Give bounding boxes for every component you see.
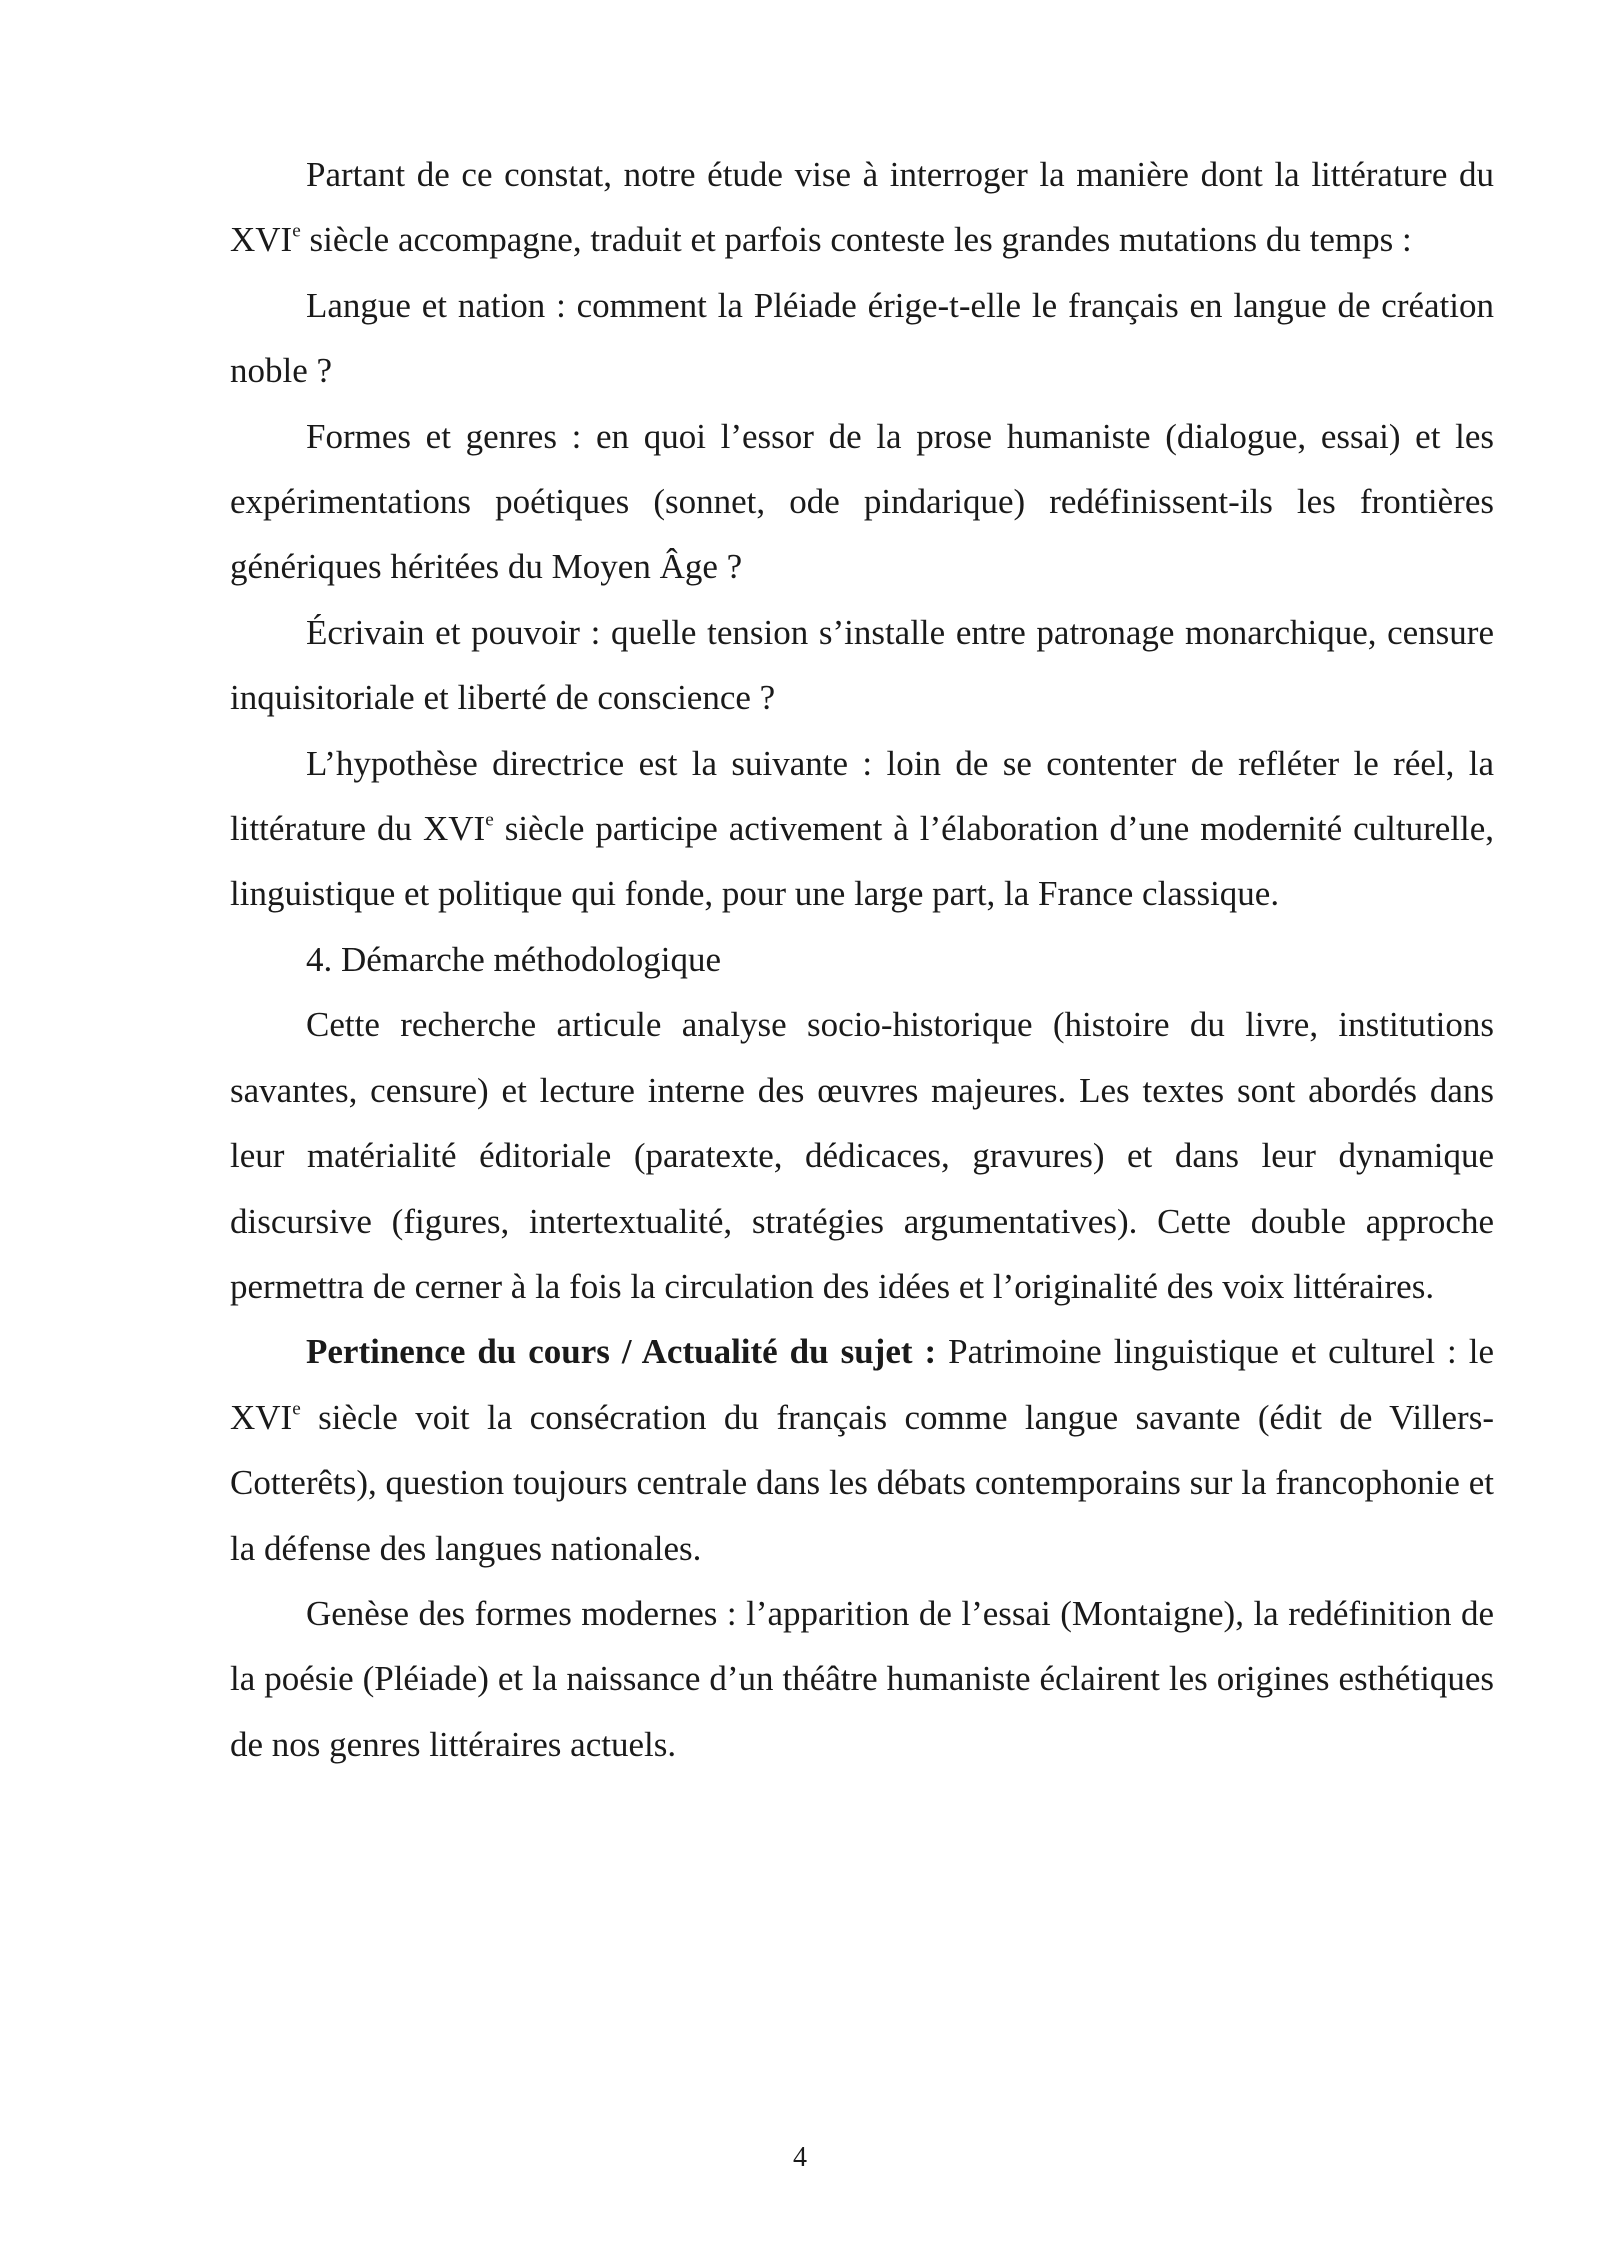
paragraph-formes-genres: Formes et genres : en quoi l’essor de la prose humaniste (dialogue, essai) et les expérimentations poétiques (sonnet, ode pindarique) redéfinissent-ils les frontières génériques héritées du Moyen Âge ? <box>230 416 1494 587</box>
superscript-e: e <box>292 220 301 242</box>
paragraph-hypothese-text-end: siècle participe activement à l’élaboration d’une modernité culturelle, linguistique et politique qui fonde, pour une large part, la France classique. <box>230 809 1494 914</box>
paragraph-pertinence-text: Patrimoine linguistique et culturel : le XVI <box>230 1332 1494 1437</box>
page-number: 4 <box>793 2142 807 2173</box>
pertinence-label: Pertinence du cours / Actualité du sujet : <box>306 1332 937 1372</box>
paragraph-ecrivain-pouvoir: Écrivain et pouvoir : quelle tension s’installe entre patronage monarchique, censure inquisitoriale et liberté de conscience ? <box>230 612 1494 718</box>
paragraph-pertinence <box>230 1319 1494 1581</box>
paragraph-hypothese <box>230 731 1494 927</box>
superscript-e: e <box>292 1398 301 1420</box>
paragraph-langue-nation: Langue et nation : comment la Pléiade érige-t-elle le français en langue de création noble ? <box>230 285 1494 391</box>
paragraph-intro-text-end: siècle accompagne, traduit et parfois conteste les grandes mutations du temps : <box>300 220 1412 260</box>
paragraph-methodologie: Cette recherche articule analyse socio-historique (histoire du livre, institutions savantes, censure) et lecture interne des œuvres majeures. Les textes sont abordés dans leur matérialité éditoriale (paratexte, dédicaces, gravures) et dans leur dynamique discursive (figures, intertextualité, stratégies argumentatives). Cette double approche permettra de cerner à la fois la circulation des idées et l’originalité des voix littéraires. <box>230 1005 1494 1306</box>
paragraph-intro <box>230 142 1494 273</box>
paragraph-pertinence-text-end: siècle voit la consécration du français comme langue savante (édit de Villers-Cotterêts), question toujours centrale dans les débats contemporains sur la francophonie et la défense des langues nationales. <box>230 1397 1494 1568</box>
paragraph-intro-text: Partant de ce constat, notre étude vise à interroger la manière dont la littérature du XVI <box>230 155 1494 260</box>
superscript-e: e <box>485 809 494 831</box>
section-heading-demarche: 4. Démarche méthodologique <box>306 939 722 979</box>
paragraph-genese: Genèse des formes modernes : l’apparition de l’essai (Montaigne), la redéfinition de la poésie (Pléiade) et la naissance d’un théâtre humaniste éclairent les origines esthétiques de nos genres littéraires actuels. <box>230 1593 1494 1764</box>
paragraph-hypothese-text: L’hypothèse directrice est la suivante : loin de se contenter de refléter le réel, la littérature du XVI <box>230 743 1494 849</box>
text-body <box>230 142 1494 1777</box>
